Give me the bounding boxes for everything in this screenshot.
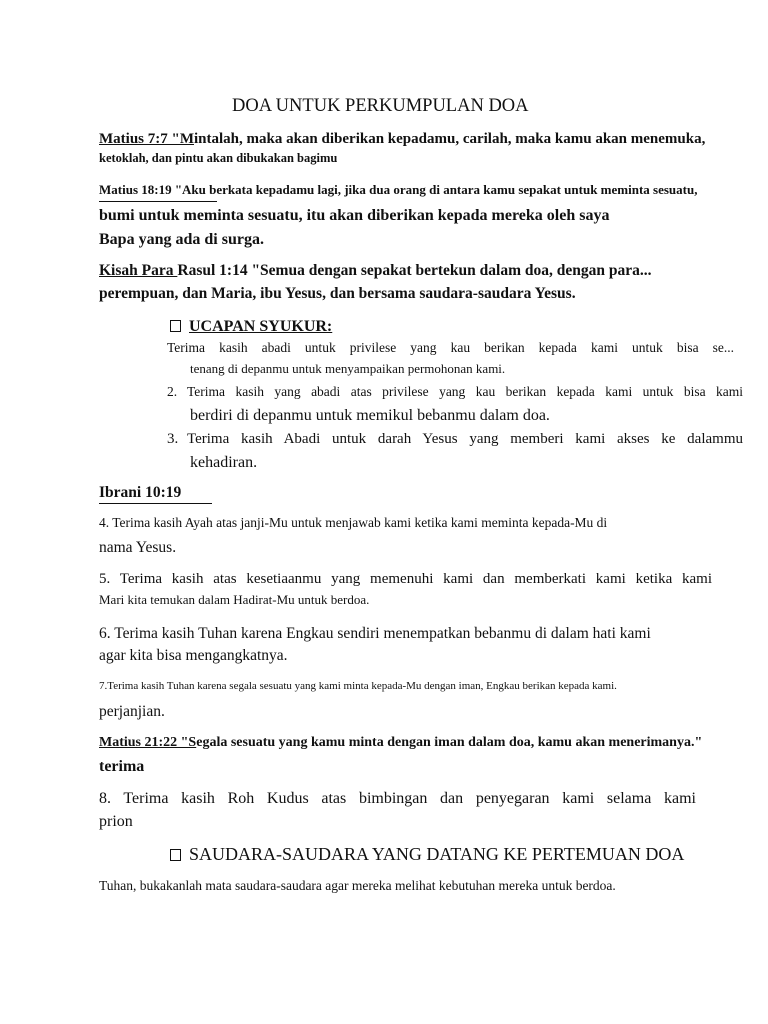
- verse-text: Rasul 1:14 "Semua dengan sepakat bertekun dalam doa, dengan para...: [177, 262, 652, 279]
- verse-ref: Matius 18:19 "Aku: [99, 182, 206, 197]
- syukur-item-2-cont: berdiri di depanmu untuk memikul bebanmu dalam doa.: [190, 407, 550, 424]
- verse-ibrani-10-19: Ibrani 10:19: [99, 484, 182, 501]
- saudara-heading: [170, 844, 684, 866]
- verse-kisah-para-rasul-line2: perempuan, dan Maria, ibu Yesus, dan bersama saudara-saudara Yesus.: [99, 285, 576, 302]
- verse-ref-underline: [99, 201, 217, 202]
- verse-ref: Kisah Para: [99, 262, 178, 279]
- page-title: DOA UNTUK PERKUMPULAN DOA: [232, 96, 529, 116]
- heading-text: SAUDARA-SAUDARA YANG DATANG KE PERTEMUAN DOA: [189, 844, 685, 864]
- verse-text: egala sesuatu yang kamu minta dengan iman dalam doa, kamu akan menerimanya.": [196, 735, 703, 750]
- checkbox-icon: [170, 320, 181, 332]
- verse-matius-21-22-line2: terima: [99, 758, 145, 775]
- verse-text: intalah, maka akan diberikan kepadamu, carilah, maka kamu akan menemuka,: [193, 131, 706, 147]
- syukur-item-2-num: 2.: [167, 384, 178, 399]
- thanks-item-5-cont: Mari kita temukan dalam Hadirat-Mu untuk berdoa.: [99, 592, 370, 607]
- thanks-item-8-cont: prion: [99, 813, 133, 830]
- syukur-item-2: Terima kasih yang abadi atas privilese yang kau berikan kepada kami untuk bisa kami: [187, 384, 743, 399]
- verse-ref: Matius 7:7 "M: [99, 131, 194, 147]
- thanks-item-6-cont: agar kita bisa mengangkatnya.: [99, 647, 288, 664]
- verse-matius-18-19-line3: Bapa yang ada di surga.: [99, 231, 264, 248]
- checkbox-icon: [170, 849, 181, 861]
- thanks-item-7-cont: perjanjian.: [99, 703, 165, 720]
- thanks-item-6: 6. Terima kasih Tuhan karena Engkau sendiri menempatkan bebanmu di dalam hati kami: [99, 625, 651, 642]
- verse-matius-7-7-cont: ketoklah, dan pintu akan dibukakan bagimu: [99, 151, 338, 165]
- thanks-item-4: 4. Terima kasih Ayah atas janji-Mu untuk menjawab kami ketika kami meminta kepada-Mu di: [99, 515, 608, 530]
- syukur-item-3: Terima kasih Abadi untuk darah Yesus yang memberi kami akses ke dalammu: [187, 431, 743, 447]
- verse-matius-21-22: [99, 735, 702, 752]
- syukur-item-3-num: 3.: [167, 431, 179, 447]
- syukur-item-1-cont: tenang di depanmu untuk menyampaikan permohonan kami.: [190, 361, 506, 376]
- verse-ref: Matius 21:22 "S: [99, 735, 197, 750]
- thanks-item-8: 8. Terima kasih Roh Kudus atas bimbingan dan penyegaran kami selama kami: [99, 790, 696, 807]
- thanks-item-4-cont: nama Yesus.: [99, 539, 177, 556]
- thanks-item-7: 7.Terima kasih Tuhan karena segala sesuatu yang kami minta kepada-Mu dengan iman, Engkau berikan kepada kami.: [99, 680, 617, 692]
- verse-matius-18-19: [99, 182, 697, 198]
- syukur-item-3-cont: kehadiran.: [190, 454, 258, 471]
- verse-matius-7-7: [99, 130, 705, 148]
- thanks-item-5: 5. Terima kasih atas kesetiaanmu yang memenuhi kami dan memberkati kami ketika kami: [99, 571, 712, 587]
- verse-text: berkata kepadamu lagi, jika dua orang di antara kamu sepakat untuk meminta sesuatu,: [205, 182, 698, 197]
- verse-ref-underline: [99, 503, 212, 504]
- verse-kisah-para-rasul: [99, 262, 652, 281]
- heading-text: UCAPAN SYUKUR:: [189, 318, 333, 335]
- verse-matius-18-19-line2: bumi untuk meminta sesuatu, itu akan diberikan kepada mereka oleh saya: [99, 207, 610, 224]
- ucapan-syukur-heading: [170, 317, 332, 336]
- saudara-text: Tuhan, bukakanlah mata saudara-saudara agar mereka melihat kebutuhan mereka untuk berdoa.: [99, 878, 616, 893]
- syukur-item-1: Terima kasih abadi untuk privilese yang kau berikan kepada kami untuk bisa se...: [167, 340, 734, 355]
